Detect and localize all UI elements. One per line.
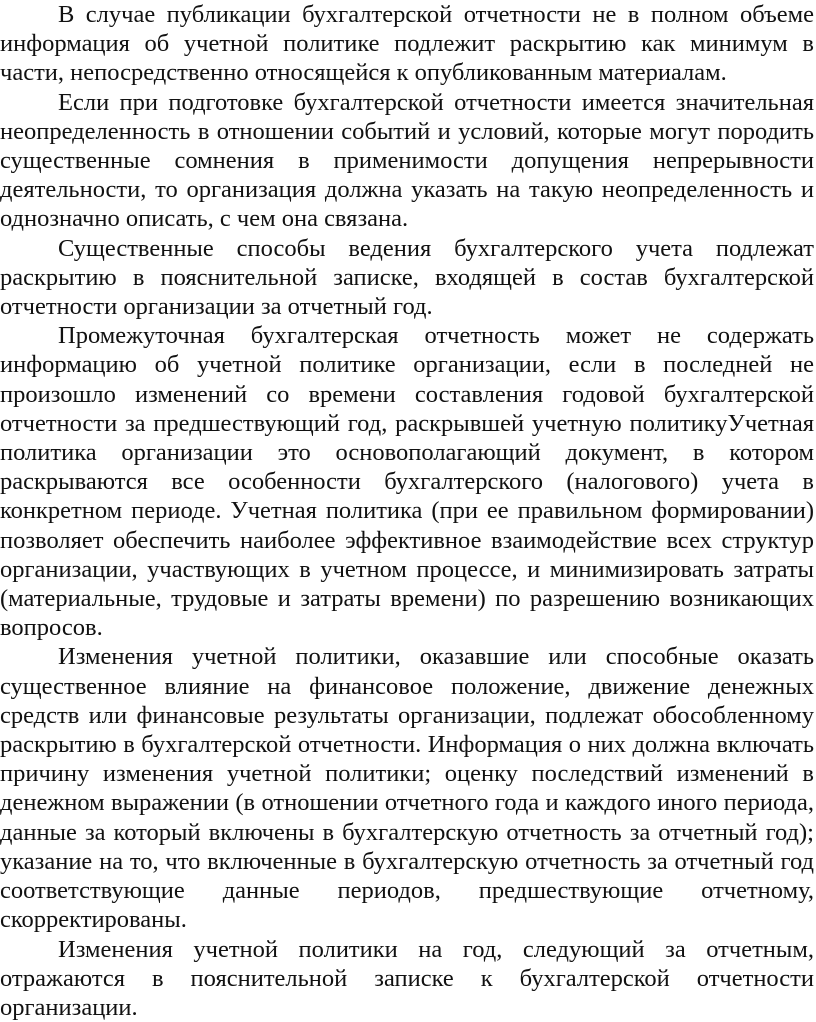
paragraph-policy-changes: Изменения учетной политики, оказавшие или способные оказать существенное влияние на финансовое положение, движение денежных средств или финансовые результаты организации, подлежат обособленному раскрытию в бухгалтерской отчетности. Информация о них должна включать причину изменения учетной политики; оценку последствий изменений в денежном выражении (в отношении отчетного года и каждого иного периода, данные за который включены в бухгалтерскую отчетность за отчетный год); указание на то, что включенные в бухгалтерскую отчетность за отчетный год соответствующие данные периодов, предшествующие отчетному, скорректированы. <box>0 642 814 934</box>
paragraph-interim-reporting: Промежуточная бухгалтерская отчетность может не содержать информацию об учетной политике организации, если в последней не произошло изменений со времени составления годовой бухгалтерской отчетности за предшествующий год, раскрывшей учетную политикуУчетная политика организации это основополагающий документ, в котором раскрываются все особенности бухгалтерского (налогового) учета в конкретном периоде. Учетная политика (при ее правильном формировании) позволяет обеспечить наиболее эффективное взаимодействие всех структур организации, участвующих в учетном процессе, и минимизировать затраты (материальные, трудовые и затраты времени) по разрешению возникающих вопросов. <box>0 321 814 642</box>
paragraph-significant-methods: Существенные способы ведения бухгалтерского учета подлежат раскрытию в пояснительной записке, входящей в состав бухгалтерской отчетности организации за отчетный год. <box>0 234 814 322</box>
paragraph-next-year-changes: Изменения учетной политики на год, следующий за отчетным, отражаются в пояснительной записке к бухгалтерской отчетности организации. <box>0 935 814 1022</box>
paragraph-publication-disclosure: В случае публикации бухгалтерской отчетности не в полном объеме информация об учетной политике подлежит раскрытию как минимум в части, непосредственно относящейся к опубликованным материалам. <box>0 0 814 88</box>
paragraph-going-concern-uncertainty: Если при подготовке бухгалтерской отчетности имеется значительная неопределенность в отношении событий и условий, которые могут породить существенные сомнения в применимости допущения непрерывности деятельности, то организация должна указать на такую неопределенность и однозначно описать, с чем она связана. <box>0 88 814 234</box>
